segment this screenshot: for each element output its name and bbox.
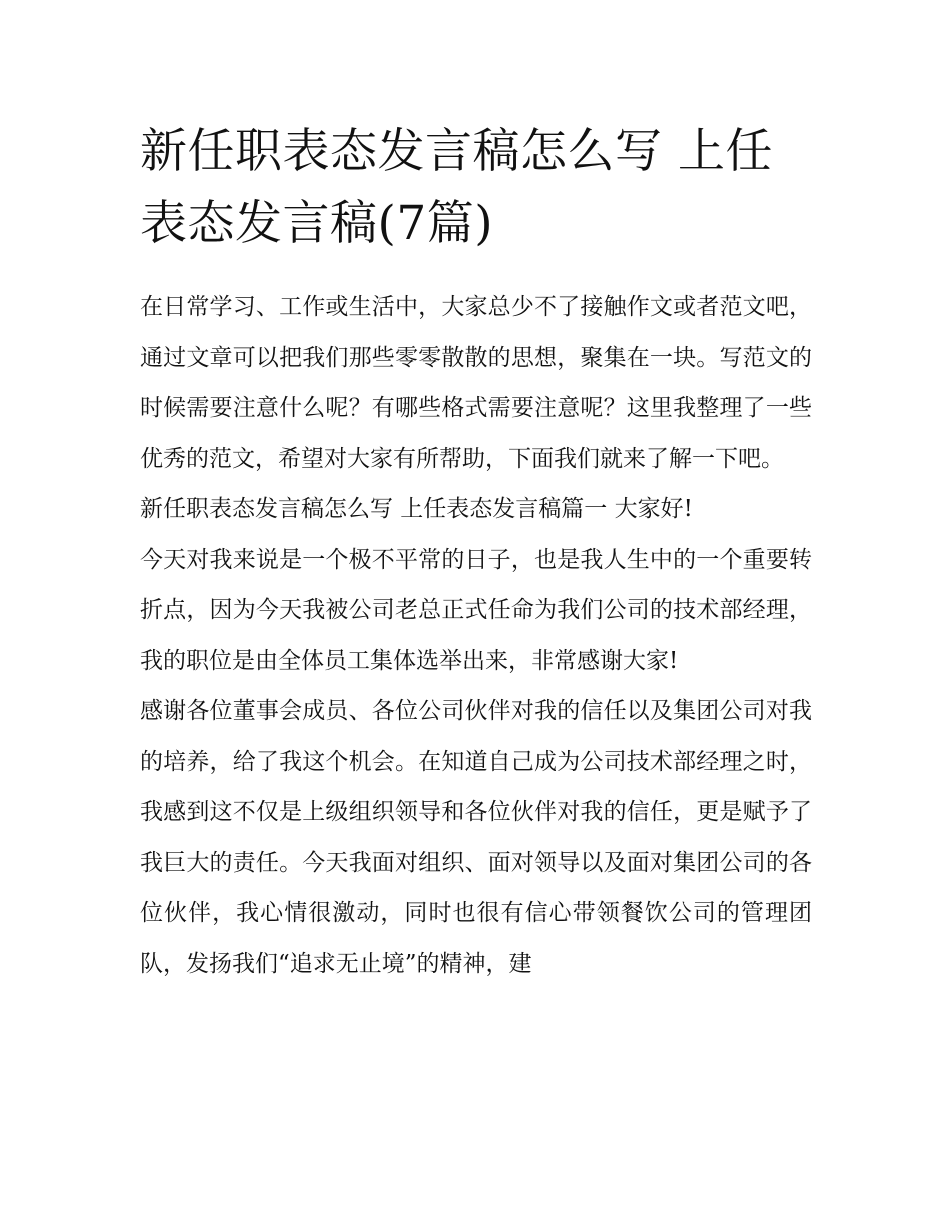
document-body: [140, 116, 812, 989]
paragraph-body-2: 感谢各位董事会成员、各位公司伙伴对我的信任以及集团公司对我的培养，给了我这个机会。在知道自己成为公司技术部经理之时，我感到这不仅是上级组织领导和各位伙伴对我的信任，更是赋予了我巨大的责任。今天我面对组织、面对领导以及面对集团公司的各位伙伴，我心情很激动，同时也很有信心带领餐饮公司的管理团队，发扬我们“追求无止境”的精神，建: [140, 698, 812, 977]
document-title: 新任职表态发言稿怎么写 上任表态发言稿(7篇): [140, 124, 773, 251]
paragraph-intro: 在日常学习、工作或生活中，大家总少不了接触作文或者范文吧，通过文章可以把我们那些零零散散的思想，聚集在一块。写范文的时候需要注意什么呢？有哪些格式需要注意呢？这里我整理了一些优秀的范文，希望对大家有所帮助，下面我们就来了解一下吧。: [140, 294, 812, 472]
paragraph-body-1: 今天对我来说是一个极不平常的日子，也是我人生中的一个重要转折点，因为今天我被公司老总正式任命为我们公司的技术部经理，我的职位是由全体员工集体选举出来，非常感谢大家!: [140, 546, 812, 674]
paragraph-section-heading: 新任职表态发言稿怎么写 上任表态发言稿篇一 大家好!: [140, 496, 693, 522]
